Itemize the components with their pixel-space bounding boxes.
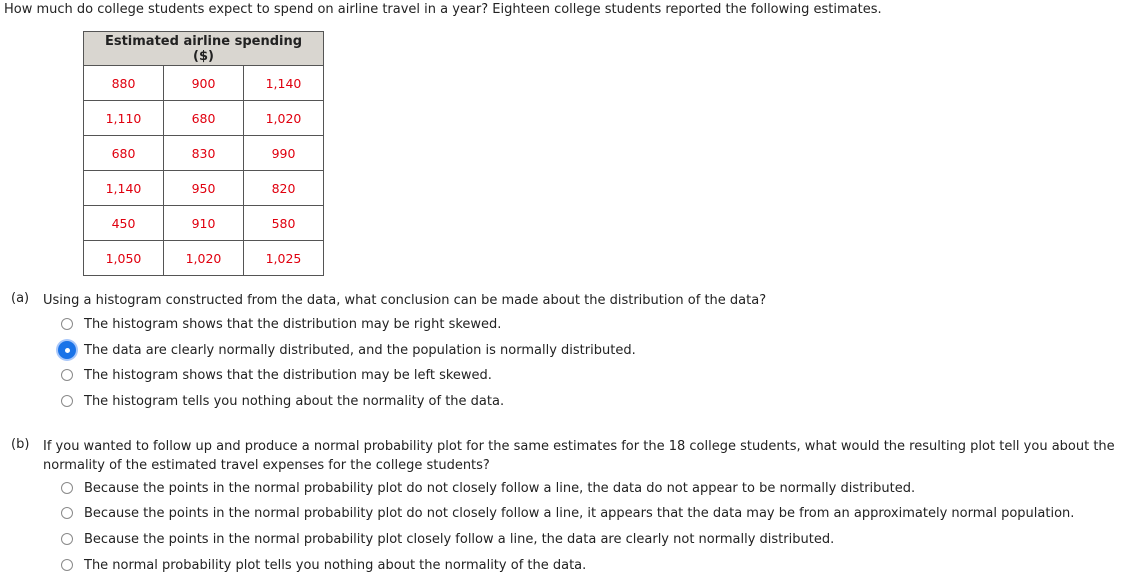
option-label: Because the points in the normal probability plot closely follow a line, the data are clearly not normally distributed. [84,531,835,547]
part-a-question: Using a histogram constructed from the data, what conclusion can be made about the distribution of the data? [43,293,767,308]
radio-button[interactable] [61,369,73,381]
table-row [84,206,324,241]
radio-button[interactable] [61,395,73,407]
table-cell: 1,020 [164,241,244,276]
option-label: Because the points in the normal probability plot do not closely follow a line, the data do not appear to be normally distributed. [84,480,916,496]
part-a-label: (a) [11,291,30,306]
part-b-question [43,437,1115,475]
table-cell: 450 [84,206,164,241]
part-b-option-3[interactable] [61,529,834,549]
table-cell: 580 [244,206,324,241]
table-cell: 1,140 [84,171,164,206]
radio-button[interactable] [61,559,73,571]
part-b-label: (b) [11,437,30,452]
table-row [84,171,324,206]
table-row [84,136,324,171]
option-label: The histogram tells you nothing about the normality of the data. [84,393,505,409]
table-cell: 880 [84,66,164,101]
part-b-question-line1: If you wanted to follow up and produce a normal probability plot for the same estimates for the 18 college students, what would the resulting plot tell you about the [43,439,1115,454]
part-a-option-2[interactable] [61,340,636,360]
part-a-option-3[interactable] [61,365,492,385]
question-intro: How much do college students expect to spend on airline travel in a year? Eighteen college students reported the following estimates. [4,2,882,17]
option-label: The histogram shows that the distribution may be left skewed. [84,367,492,383]
part-b-option-2[interactable] [61,503,1074,523]
part-a-option-4[interactable] [61,391,504,411]
radio-button-selected[interactable] [58,341,76,359]
radio-button[interactable] [61,318,73,330]
part-a-option-1[interactable] [61,314,501,334]
table-cell: 1,050 [84,241,164,276]
table-cell: 910 [164,206,244,241]
table-cell: 820 [244,171,324,206]
spending-table [83,31,324,276]
table-row [84,66,324,101]
table-row [84,241,324,276]
table-cell: 830 [164,136,244,171]
radio-button[interactable] [61,482,73,494]
option-label: The histogram shows that the distribution may be right skewed. [84,316,502,332]
part-b-option-4[interactable] [61,555,586,575]
table-cell: 1,140 [244,66,324,101]
radio-button[interactable] [61,507,73,519]
part-b-option-1[interactable] [61,478,915,498]
part-b-question-line2: normality of the estimated travel expenses for the college students? [43,458,490,473]
table-cell: 1,020 [244,101,324,136]
table-cell: 680 [84,136,164,171]
table-cell: 900 [164,66,244,101]
table-cell: 1,110 [84,101,164,136]
table-row [84,101,324,136]
table-cell: 950 [164,171,244,206]
option-label: The data are clearly normally distributed, and the population is normally distributed. [84,342,636,358]
table-cell: 990 [244,136,324,171]
table-cell: 680 [164,101,244,136]
radio-button[interactable] [61,533,73,545]
table-header: Estimated airline spending ($) [84,32,324,66]
table-cell: 1,025 [244,241,324,276]
option-label: Because the points in the normal probability plot do not closely follow a line, it appears that the data may be from an approximately normal population. [84,505,1075,521]
option-label: The normal probability plot tells you nothing about the normality of the data. [84,557,587,573]
